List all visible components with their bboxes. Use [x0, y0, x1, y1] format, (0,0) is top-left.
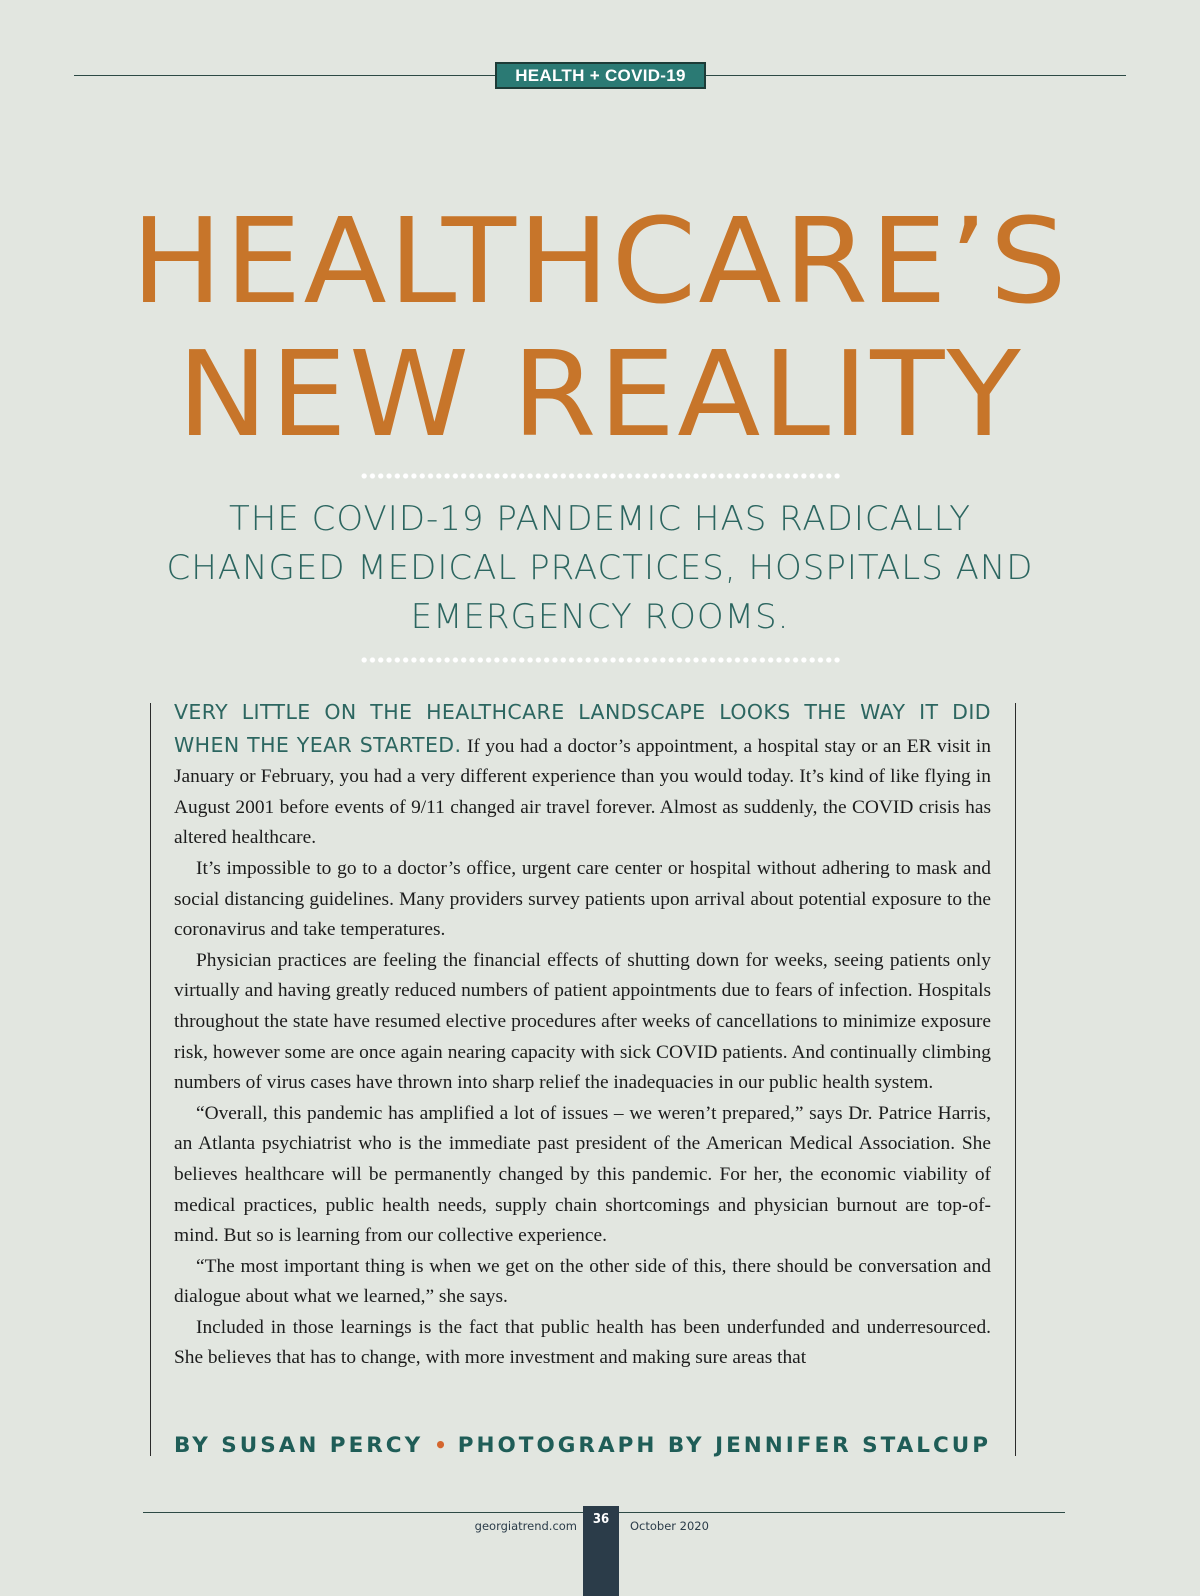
section-tag: HEALTH + COVID-19	[495, 62, 706, 89]
deck-subheadline: THE COVID-19 PANDEMIC HAS RADICALLY CHANGED MEDICAL PRACTICES, HOSPITALS AND EMERGENCY ROOMS.	[166, 499, 1034, 637]
byline-separator: •	[434, 1433, 447, 1457]
footer-issue-date: October 2020	[630, 1519, 709, 1533]
paragraph: “The most important thing is when we get on the other side of this, there should be conversation and dialogue about what we learned,” she says.	[174, 1255, 991, 1308]
byline-author: BY SUSAN PERCY	[174, 1432, 424, 1458]
headline-line-2: NEW REALITY	[177, 325, 1023, 463]
lead-in: VERY LITTLE ON THE HEALTHCARE LANDSCAPE LOOKS THE WAY IT DID WHEN THE YEAR STARTED.	[174, 700, 991, 757]
page-number: 36	[583, 1506, 619, 1596]
headline-line-1: HEALTHCARE’S	[131, 192, 1069, 330]
article-body	[174, 697, 991, 1374]
paragraph: “Overall, this pandemic has amplified a lot of issues – we weren’t prepared,” says Dr. Patrice Harris, an Atlanta psychiatrist who is the immediate past president of the American Medical Association. She believes healthcare will be permanently changed by this pandemic. For her, the economic viability of medical practices, public health needs, supply chain shortcomings and physician burnout are top-of-mind. But so is learning from our collective experience.	[174, 1102, 991, 1247]
dotted-divider-bottom	[360, 657, 840, 663]
paragraph: It’s impossible to go to a doctor’s office, urgent care center or hospital without adhering to mask and social distancing guidelines. Many providers survey patients upon arrival about potential exposure to the coronavirus and take temperatures.	[174, 857, 991, 941]
headline	[0, 192, 1200, 463]
byline	[174, 1430, 991, 1460]
byline-photographer: PHOTOGRAPH BY JENNIFER STALCUP	[457, 1432, 991, 1458]
column-rule-right	[1015, 703, 1016, 1456]
paragraph-text: If you had a doctor’s appointment, a hospital stay or an ER visit in January or February, you had a very different experience than you would today. It’s kind of like flying in August 2001 before events of 9/11 changed air travel forever. Almost as suddenly, the COVID crisis has altered healthcare.	[174, 735, 992, 849]
column-rule-left	[150, 703, 151, 1456]
paragraph: Physician practices are feeling the financial effects of shutting down for weeks, seeing patients only virtually and having greatly reduced numbers of patient appointments due to fears of infection. Hospitals throughout the state have resumed elective procedures after weeks of cancellations to minimize exposure risk, however some are once again nearing capacity with sick COVID patients. And continually climbing numbers of virus cases have thrown into sharp relief the inadequacies in our public health system.	[174, 949, 991, 1094]
dotted-divider-top	[360, 473, 840, 479]
paragraph: Included in those learnings is the fact that public health has been underfunded and underresourced. She believes that has to change, with more investment and making sure areas that	[174, 1316, 991, 1369]
paragraph	[174, 697, 991, 854]
footer-website: georgiatrend.com	[474, 1519, 577, 1533]
